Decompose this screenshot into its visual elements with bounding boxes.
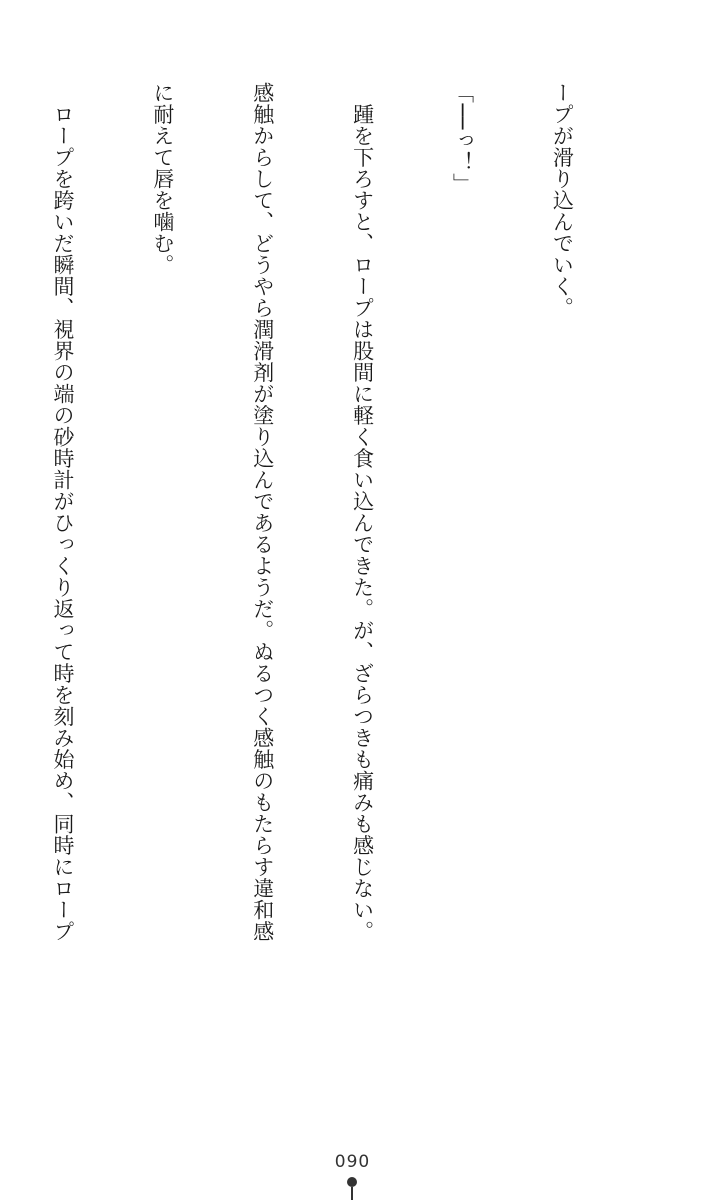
- page-number: 090: [334, 1152, 371, 1172]
- text-line: に耐えて唇を噛む。: [150, 82, 175, 276]
- text-line: 「──っ！」: [450, 82, 475, 195]
- text-line: ロープを跨いだ瞬間、視界の端の砂時計がひっくり返って時を刻み始め、同時にロープ: [50, 82, 75, 942]
- text-line: 踵を下ろすと、ロープは股間に軽く食い込んできた。が、ざらつきも痛みも感じない。: [350, 82, 375, 942]
- text-line: ープが滑り込んでいく。: [550, 82, 575, 319]
- page-number-rule: [351, 1187, 353, 1200]
- page-number-dot: [347, 1177, 357, 1187]
- text-line: 感触からして、どうやら潤滑剤が塗り込んであるようだ。ぬるつく感触のもたらす違和感: [250, 82, 275, 942]
- body-text: [0, 82, 645, 992]
